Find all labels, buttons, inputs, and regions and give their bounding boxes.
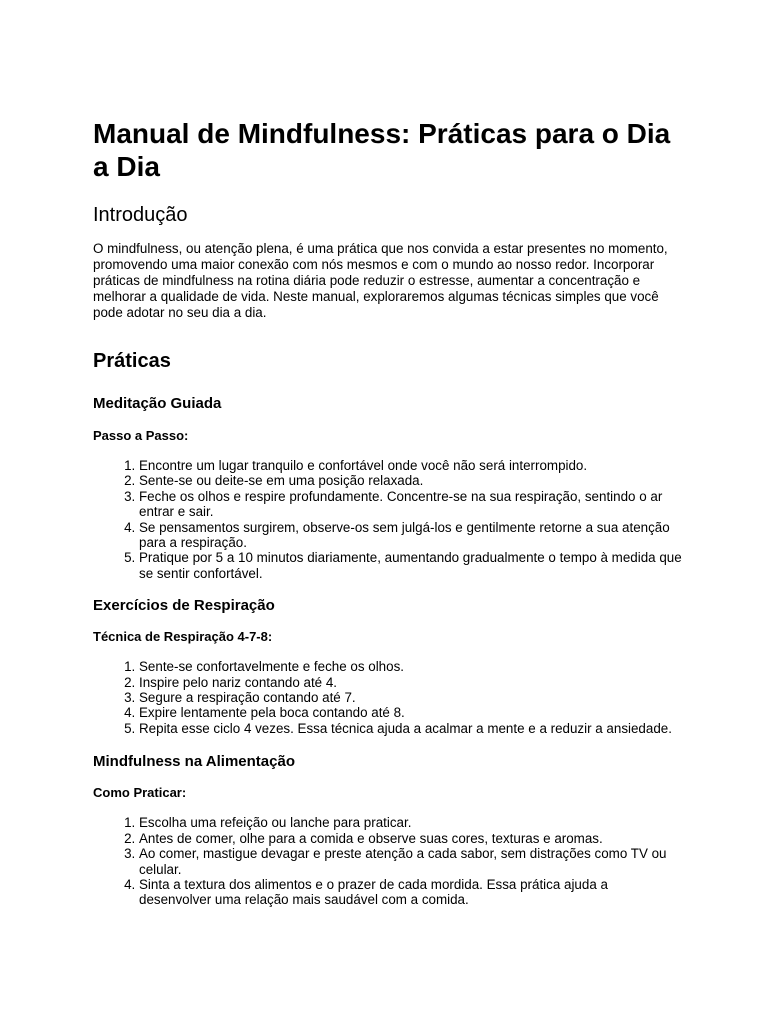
- list-item: 4. Sinta a textura dos alimentos e o prazer de cada mordida. Essa prática ajuda a desenvolver uma relação mais saudável com a comida.: [139, 877, 683, 908]
- meditation-subheading: Passo a Passo:: [93, 428, 189, 443]
- list-item: 3. Feche os olhos e respire profundamente. Concentre-se na sua respiração, sentindo o ar entrar e sair.: [139, 489, 683, 520]
- list-item: 2. Sente-se ou deite-se em uma posição relaxada.: [139, 473, 683, 488]
- eating-subheading: Como Praticar:: [93, 785, 187, 801]
- meditation-steps-list: [93, 458, 683, 581]
- breathing-steps-list: [93, 659, 683, 736]
- list-item: 4. Expire lentamente pela boca contando até 8.: [139, 705, 683, 720]
- list-item: 4. Se pensamentos surgirem, observe-os sem julgá-los e gentilmente retorne a sua atenção para a respiração.: [139, 520, 683, 551]
- list-item: 2. Inspire pelo nariz contando até 4.: [139, 675, 683, 690]
- list-item: 3. Segure a respiração contando até 7.: [139, 690, 683, 705]
- document-title: Manual de Mindfulness: Práticas para o Dia a Dia: [93, 118, 671, 182]
- practices-heading: Práticas: [93, 350, 171, 372]
- list-item: 1. Escolha uma refeição ou lanche para praticar.: [139, 815, 683, 830]
- list-item: 1. Encontre um lugar tranquilo e confortável onde você não será interrompido.: [139, 458, 683, 473]
- list-item: 2. Antes de comer, olhe para a comida e observe suas cores, texturas e aromas.: [139, 831, 683, 846]
- intro-paragraph: O mindfulness, ou atenção plena, é uma prática que nos convida a estar presentes no momento, promovendo uma maior conexão com nós mesmos e com o mundo ao nosso redor. Incorporar práticas de mindfulness na rotina diária pode reduzir o estresse, aumentar a concentração e melhorar a qualidade de vida. Neste manual, exploraremos algumas técnicas simples que você pode adotar no seu dia a dia.: [93, 241, 668, 320]
- breathing-subheading: Técnica de Respiração 4-7-8:: [93, 629, 273, 645]
- eating-heading: Mindfulness na Alimentação: [93, 753, 295, 771]
- list-item: 3. Ao comer, mastigue devagar e preste atenção a cada sabor, sem distrações como TV ou celular.: [139, 846, 683, 877]
- list-item: 5. Pratique por 5 a 10 minutos diariamente, aumentando gradualmente o tempo à medida que se sentir confortável.: [139, 550, 683, 581]
- list-item: 5. Repita esse ciclo 4 vezes. Essa técnica ajuda a acalmar a mente e a reduzir a ansiedade.: [139, 721, 683, 736]
- list-item: 1. Sente-se confortavelmente e feche os olhos.: [139, 659, 683, 674]
- breathing-heading: Exercícios de Respiração: [93, 597, 275, 615]
- document-page: [93, 117, 683, 908]
- eating-steps-list: [93, 815, 683, 907]
- intro-heading: Introdução: [93, 204, 188, 226]
- meditation-heading: Meditação Guiada: [93, 395, 222, 412]
